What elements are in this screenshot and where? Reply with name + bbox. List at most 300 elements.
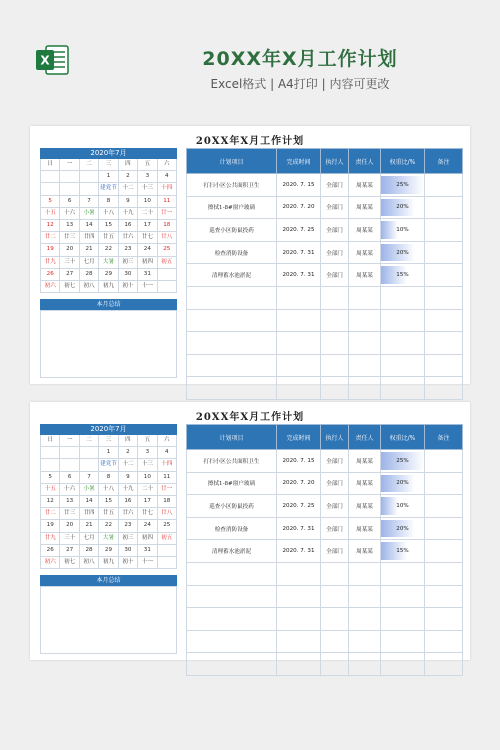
empty-cell[interactable] — [349, 562, 381, 585]
calendar-cell[interactable]: 廿二 — [41, 508, 60, 520]
calendar-weekday: 一 — [60, 435, 79, 447]
empty-cell[interactable] — [425, 286, 463, 309]
calendar-cell[interactable]: 十六 — [60, 484, 79, 496]
calendar-cell[interactable]: 十六 — [60, 208, 79, 220]
calendar-cell[interactable] — [60, 459, 79, 471]
empty-cell[interactable] — [425, 630, 463, 653]
table-row — [187, 653, 463, 676]
calendar-cell[interactable]: 十五 — [41, 208, 60, 220]
calendar-cell[interactable]: 七月 — [80, 533, 99, 545]
calendar-cell[interactable]: 11 — [158, 472, 177, 484]
empty-cell[interactable] — [277, 608, 321, 631]
date-cell[interactable]: 2020. 7. 31 — [277, 517, 321, 540]
empty-cell[interactable] — [381, 562, 425, 585]
calendar-cell[interactable]: 初四 — [138, 257, 157, 269]
calendar-cell[interactable]: 24 — [138, 244, 157, 256]
empty-cell[interactable] — [381, 608, 425, 631]
calendar-cell[interactable]: 23 — [119, 520, 138, 532]
calendar-cell[interactable]: 二十 — [138, 484, 157, 496]
calendar-cell[interactable]: 十四 — [158, 459, 177, 471]
executor-cell[interactable]: 全部门 — [321, 219, 349, 242]
calendar-cell[interactable]: 廿八 — [158, 508, 177, 520]
calendar-cell[interactable]: 27 — [60, 269, 79, 281]
weight-label: 15% — [396, 548, 409, 555]
empty-cell[interactable] — [425, 332, 463, 355]
calendar-cell[interactable]: 26 — [41, 269, 60, 281]
page-title: 20XX年X月工作计划 — [202, 48, 398, 70]
executor-cell[interactable]: 全部门 — [321, 540, 349, 563]
executor-cell[interactable]: 全部门 — [321, 450, 349, 473]
calendar-cell[interactable]: 初七 — [60, 281, 79, 293]
calendar-cell[interactable] — [41, 183, 60, 195]
empty-cell[interactable] — [381, 585, 425, 608]
calendar-cell[interactable] — [158, 269, 177, 281]
empty-cell[interactable] — [381, 354, 425, 377]
empty-cell[interactable] — [187, 309, 277, 332]
calendar-cell[interactable]: 廿五 — [99, 232, 118, 244]
empty-cell[interactable] — [425, 608, 463, 631]
task-cell[interactable]: 擦拭1-8#窗户玻璃 — [187, 472, 277, 495]
empty-cell[interactable] — [321, 608, 349, 631]
calendar-cell[interactable]: 28 — [80, 269, 99, 281]
empty-cell[interactable] — [277, 630, 321, 653]
calendar-cell[interactable]: 26 — [41, 545, 60, 557]
summary-box[interactable] — [40, 586, 177, 654]
weight-label: 15% — [396, 272, 409, 279]
calendar-cell[interactable]: 12 — [41, 496, 60, 508]
calendar-cell[interactable]: 13 — [60, 496, 79, 508]
calendar-cell[interactable]: 17 — [138, 496, 157, 508]
calendar-cell[interactable]: 22 — [99, 244, 118, 256]
empty-cell[interactable] — [187, 630, 277, 653]
calendar-cell[interactable]: 25 — [158, 244, 177, 256]
empty-cell[interactable] — [349, 286, 381, 309]
table-row — [187, 219, 463, 242]
calendar-cell[interactable]: 初九 — [99, 281, 118, 293]
calendar-weekday: 五 — [138, 159, 157, 171]
empty-cell[interactable] — [381, 630, 425, 653]
date-cell[interactable]: 2020. 7. 31 — [277, 241, 321, 264]
calendar-cell[interactable]: 2 — [119, 171, 138, 183]
calendar-cell[interactable] — [60, 447, 79, 459]
empty-cell[interactable] — [381, 653, 425, 676]
calendar-cell[interactable]: 1 — [99, 447, 118, 459]
calendar-cell[interactable]: 25 — [158, 520, 177, 532]
note-cell[interactable] — [425, 196, 463, 219]
calendar-cell[interactable]: 27 — [60, 545, 79, 557]
empty-cell[interactable] — [321, 332, 349, 355]
calendar-cell[interactable]: 4 — [158, 171, 177, 183]
calendar-cell[interactable]: 初四 — [138, 533, 157, 545]
empty-cell[interactable] — [425, 309, 463, 332]
calendar-cell[interactable]: 5 — [41, 472, 60, 484]
executor-cell[interactable]: 全部门 — [321, 495, 349, 518]
task-cell[interactable]: 清理蓄水池淤泥 — [187, 264, 277, 287]
empty-cell[interactable] — [349, 585, 381, 608]
calendar-cell[interactable] — [60, 171, 79, 183]
weight-cell[interactable] — [381, 174, 425, 197]
owner-cell[interactable]: 周某某 — [349, 241, 381, 264]
calendar-cell[interactable]: 19 — [41, 520, 60, 532]
empty-cell[interactable] — [277, 309, 321, 332]
calendar-grid — [40, 435, 177, 569]
weight-cell[interactable] — [381, 196, 425, 219]
calendar-cell[interactable] — [158, 281, 177, 293]
calendar-cell[interactable]: 七月 — [80, 257, 99, 269]
sheet-preview-1 — [30, 126, 470, 384]
calendar-cell[interactable]: 29 — [99, 269, 118, 281]
calendar-cell[interactable]: 十五 — [41, 484, 60, 496]
calendar-cell[interactable] — [60, 183, 79, 195]
calendar-cell[interactable]: 30 — [119, 269, 138, 281]
calendar-cell[interactable]: 十一 — [138, 281, 157, 293]
calendar-cell[interactable]: 小暑 — [80, 484, 99, 496]
calendar-cell[interactable]: 31 — [138, 269, 157, 281]
empty-cell[interactable] — [349, 309, 381, 332]
owner-cell[interactable]: 周某某 — [349, 540, 381, 563]
weight-cell[interactable] — [381, 241, 425, 264]
calendar-cell[interactable]: 12 — [41, 220, 60, 232]
task-cell[interactable]: 打扫小区公共面积卫生 — [187, 450, 277, 473]
note-cell[interactable] — [425, 241, 463, 264]
table-row — [187, 472, 463, 495]
calendar-cell[interactable]: 21 — [80, 520, 99, 532]
calendar-cell[interactable]: 廿七 — [138, 508, 157, 520]
empty-cell[interactable] — [277, 332, 321, 355]
date-cell[interactable]: 2020. 7. 31 — [277, 540, 321, 563]
calendar-cell[interactable]: 17 — [138, 220, 157, 232]
date-cell[interactable]: 2020. 7. 15 — [277, 450, 321, 473]
weight-cell[interactable] — [381, 472, 425, 495]
note-cell[interactable] — [425, 219, 463, 242]
date-cell[interactable]: 2020. 7. 15 — [277, 174, 321, 197]
weight-cell[interactable] — [381, 219, 425, 242]
calendar-cell[interactable]: 19 — [41, 244, 60, 256]
weight-label: 25% — [396, 457, 409, 464]
task-cell[interactable]: 擦拭1-8#窗户玻璃 — [187, 196, 277, 219]
empty-cell[interactable] — [277, 653, 321, 676]
calendar-cell[interactable]: 15 — [99, 496, 118, 508]
calendar-cell[interactable]: 3 — [138, 447, 157, 459]
calendar-cell[interactable]: 十三 — [138, 183, 157, 195]
column-header: 完成时间 — [277, 425, 321, 450]
calendar-cell[interactable]: 5 — [41, 196, 60, 208]
calendar-cell[interactable]: 十八 — [99, 208, 118, 220]
calendar-cell[interactable]: 16 — [119, 496, 138, 508]
weight-cell[interactable] — [381, 495, 425, 518]
sheet-title: 20XX年X月工作计划 — [195, 412, 305, 423]
empty-cell[interactable] — [277, 286, 321, 309]
empty-cell[interactable] — [187, 585, 277, 608]
empty-cell[interactable] — [349, 354, 381, 377]
calendar-cell[interactable]: 10 — [138, 196, 157, 208]
executor-cell[interactable]: 全部门 — [321, 241, 349, 264]
note-cell[interactable] — [425, 517, 463, 540]
calendar-cell[interactable]: 11 — [158, 196, 177, 208]
owner-cell[interactable]: 周某某 — [349, 517, 381, 540]
owner-cell[interactable]: 周某某 — [349, 264, 381, 287]
note-cell[interactable] — [425, 450, 463, 473]
empty-cell[interactable] — [349, 377, 381, 400]
calendar-cell[interactable]: 建党节 — [99, 459, 118, 471]
note-cell[interactable] — [425, 174, 463, 197]
empty-cell[interactable] — [425, 377, 463, 400]
calendar-cell[interactable]: 2 — [119, 447, 138, 459]
calendar — [40, 148, 177, 293]
calendar-cell[interactable]: 8 — [99, 472, 118, 484]
calendar-cell[interactable]: 廿一 — [158, 208, 177, 220]
calendar-cell[interactable]: 廿八 — [158, 232, 177, 244]
table-row — [187, 264, 463, 287]
calendar-cell[interactable]: 20 — [60, 520, 79, 532]
calendar-cell[interactable]: 10 — [138, 472, 157, 484]
column-header: 责任人 — [349, 149, 381, 174]
owner-cell[interactable]: 周某某 — [349, 495, 381, 518]
table-row — [187, 286, 463, 309]
weight-cell[interactable] — [381, 540, 425, 563]
calendar-cell[interactable]: 8 — [99, 196, 118, 208]
empty-cell[interactable] — [187, 653, 277, 676]
empty-cell[interactable] — [321, 562, 349, 585]
calendar-cell[interactable]: 1 — [99, 171, 118, 183]
calendar-cell[interactable] — [41, 171, 60, 183]
calendar-cell[interactable]: 初三 — [119, 257, 138, 269]
table-row — [187, 517, 463, 540]
empty-cell[interactable] — [321, 585, 349, 608]
executor-cell[interactable]: 全部门 — [321, 264, 349, 287]
calendar-cell[interactable]: 十八 — [99, 484, 118, 496]
calendar-cell[interactable]: 大暑 — [99, 533, 118, 545]
empty-cell[interactable] — [187, 286, 277, 309]
empty-cell[interactable] — [321, 653, 349, 676]
task-cell[interactable]: 检查消防设备 — [187, 241, 277, 264]
summary-box[interactable] — [40, 310, 177, 378]
empty-cell[interactable] — [381, 286, 425, 309]
empty-cell[interactable] — [349, 653, 381, 676]
note-cell[interactable] — [425, 495, 463, 518]
empty-cell[interactable] — [349, 608, 381, 631]
empty-cell[interactable] — [321, 630, 349, 653]
calendar-cell[interactable]: 廿九 — [41, 533, 60, 545]
calendar-cell[interactable]: 大暑 — [99, 257, 118, 269]
calendar-cell[interactable]: 31 — [138, 545, 157, 557]
plan-table — [186, 148, 463, 400]
calendar-weekday: 四 — [119, 435, 138, 447]
note-cell[interactable] — [425, 472, 463, 495]
calendar-cell[interactable] — [80, 447, 99, 459]
empty-cell[interactable] — [321, 286, 349, 309]
excel-icon — [34, 42, 70, 78]
calendar-cell[interactable]: 23 — [119, 244, 138, 256]
calendar-cell[interactable]: 9 — [119, 472, 138, 484]
calendar-cell[interactable] — [158, 557, 177, 569]
weight-label: 10% — [396, 226, 409, 233]
calendar-cell[interactable]: 十四 — [158, 183, 177, 195]
calendar-cell[interactable]: 初三 — [119, 533, 138, 545]
calendar-cell[interactable]: 廿四 — [80, 232, 99, 244]
calendar-cell[interactable] — [158, 545, 177, 557]
calendar-cell[interactable]: 十二 — [119, 459, 138, 471]
empty-cell[interactable] — [277, 354, 321, 377]
empty-cell[interactable] — [277, 377, 321, 400]
executor-cell[interactable]: 全部门 — [321, 472, 349, 495]
date-cell[interactable]: 2020. 7. 20 — [277, 472, 321, 495]
calendar-cell[interactable]: 廿九 — [41, 257, 60, 269]
calendar-cell[interactable]: 小暑 — [80, 208, 99, 220]
empty-cell[interactable] — [381, 309, 425, 332]
calendar-cell[interactable]: 初五 — [158, 533, 177, 545]
calendar-cell[interactable]: 廿三 — [60, 508, 79, 520]
calendar-cell[interactable]: 十一 — [138, 557, 157, 569]
weight-cell[interactable] — [381, 264, 425, 287]
empty-cell[interactable] — [381, 332, 425, 355]
calendar-cell[interactable]: 初十 — [119, 557, 138, 569]
date-cell[interactable]: 2020. 7. 20 — [277, 196, 321, 219]
calendar-weekday: 四 — [119, 159, 138, 171]
task-cell[interactable]: 巡查小区防鼠投药 — [187, 219, 277, 242]
empty-cell[interactable] — [187, 332, 277, 355]
calendar-cell[interactable]: 十二 — [119, 183, 138, 195]
task-cell[interactable]: 检查消防设备 — [187, 517, 277, 540]
calendar-cell[interactable] — [80, 459, 99, 471]
empty-cell[interactable] — [349, 332, 381, 355]
owner-cell[interactable]: 周某某 — [349, 196, 381, 219]
calendar-cell[interactable]: 廿一 — [158, 484, 177, 496]
calendar-cell[interactable]: 18 — [158, 496, 177, 508]
date-cell[interactable]: 2020. 7. 25 — [277, 219, 321, 242]
empty-cell[interactable] — [349, 630, 381, 653]
empty-cell[interactable] — [321, 354, 349, 377]
calendar-cell[interactable] — [41, 459, 60, 471]
weight-cell[interactable] — [381, 517, 425, 540]
calendar — [40, 424, 177, 569]
calendar-cell[interactable] — [41, 447, 60, 459]
calendar-cell[interactable]: 7 — [80, 472, 99, 484]
column-header: 备注 — [425, 425, 463, 450]
calendar-cell[interactable]: 廿五 — [99, 508, 118, 520]
calendar-cell[interactable]: 13 — [60, 220, 79, 232]
calendar-cell[interactable]: 22 — [99, 520, 118, 532]
calendar-cell[interactable]: 廿四 — [80, 508, 99, 520]
calendar-cell[interactable]: 初九 — [99, 557, 118, 569]
calendar-cell[interactable]: 4 — [158, 447, 177, 459]
calendar-cell[interactable] — [80, 183, 99, 195]
note-cell[interactable] — [425, 540, 463, 563]
calendar-cell[interactable]: 初五 — [158, 257, 177, 269]
calendar-cell[interactable]: 初八 — [80, 557, 99, 569]
empty-cell[interactable] — [425, 562, 463, 585]
weight-cell[interactable] — [381, 450, 425, 473]
calendar-cell[interactable]: 30 — [119, 545, 138, 557]
calendar-cell[interactable]: 初八 — [80, 281, 99, 293]
owner-cell[interactable]: 周某某 — [349, 219, 381, 242]
calendar-cell[interactable]: 三十 — [60, 533, 79, 545]
calendar-cell[interactable]: 初十 — [119, 281, 138, 293]
calendar-cell[interactable]: 初六 — [41, 281, 60, 293]
empty-cell[interactable] — [425, 585, 463, 608]
owner-cell[interactable]: 周某某 — [349, 174, 381, 197]
calendar-cell[interactable]: 十九 — [119, 208, 138, 220]
empty-cell[interactable] — [277, 562, 321, 585]
calendar-cell[interactable] — [80, 171, 99, 183]
calendar-cell[interactable]: 三十 — [60, 257, 79, 269]
calendar-cell[interactable]: 廿三 — [60, 232, 79, 244]
calendar-cell[interactable]: 廿六 — [119, 232, 138, 244]
calendar-cell[interactable]: 29 — [99, 545, 118, 557]
calendar-cell[interactable]: 7 — [80, 196, 99, 208]
owner-cell[interactable]: 周某某 — [349, 472, 381, 495]
column-header: 计划项目 — [187, 149, 277, 174]
calendar-cell[interactable]: 十三 — [138, 459, 157, 471]
calendar-cell[interactable]: 21 — [80, 244, 99, 256]
calendar-cell[interactable]: 廿七 — [138, 232, 157, 244]
plan-table — [186, 424, 463, 676]
executor-cell[interactable]: 全部门 — [321, 517, 349, 540]
empty-cell[interactable] — [381, 377, 425, 400]
calendar-cell[interactable]: 3 — [138, 171, 157, 183]
empty-cell[interactable] — [187, 354, 277, 377]
calendar-cell[interactable]: 20 — [60, 244, 79, 256]
calendar-cell[interactable]: 18 — [158, 220, 177, 232]
owner-cell[interactable]: 周某某 — [349, 450, 381, 473]
calendar-cell[interactable]: 十九 — [119, 484, 138, 496]
calendar-weekday: 六 — [158, 435, 177, 447]
calendar-cell[interactable]: 16 — [119, 220, 138, 232]
empty-cell[interactable] — [277, 585, 321, 608]
weight-label: 20% — [396, 525, 409, 532]
date-cell[interactable]: 2020. 7. 25 — [277, 495, 321, 518]
empty-cell[interactable] — [187, 377, 277, 400]
calendar-cell[interactable]: 24 — [138, 520, 157, 532]
calendar-cell[interactable]: 廿二 — [41, 232, 60, 244]
calendar-weekday: 五 — [138, 435, 157, 447]
calendar-cell[interactable]: 初六 — [41, 557, 60, 569]
sheet-preview-2 — [30, 402, 470, 660]
task-cell[interactable]: 清理蓄水池淤泥 — [187, 540, 277, 563]
task-cell[interactable]: 打扫小区公共面积卫生 — [187, 174, 277, 197]
calendar-cell[interactable]: 二十 — [138, 208, 157, 220]
task-cell[interactable]: 巡查小区防鼠投药 — [187, 495, 277, 518]
calendar-cell[interactable]: 初七 — [60, 557, 79, 569]
table-row — [187, 196, 463, 219]
empty-cell[interactable] — [187, 562, 277, 585]
empty-cell[interactable] — [321, 309, 349, 332]
page-subtitle: Excel格式 | A4打印 | 内容可更改 — [210, 77, 390, 91]
calendar-month: 2020年7月 — [40, 424, 177, 435]
date-cell[interactable]: 2020. 7. 31 — [277, 264, 321, 287]
column-header: 责任人 — [349, 425, 381, 450]
calendar-cell[interactable]: 建党节 — [99, 183, 118, 195]
empty-cell[interactable] — [425, 354, 463, 377]
executor-cell[interactable]: 全部门 — [321, 196, 349, 219]
note-cell[interactable] — [425, 264, 463, 287]
empty-cell[interactable] — [187, 608, 277, 631]
empty-cell[interactable] — [425, 653, 463, 676]
calendar-cell[interactable]: 28 — [80, 545, 99, 557]
calendar-cell[interactable]: 14 — [80, 220, 99, 232]
table-row — [187, 241, 463, 264]
column-header: 权重比/% — [381, 149, 425, 174]
calendar-cell[interactable]: 廿六 — [119, 508, 138, 520]
calendar-cell[interactable]: 6 — [60, 196, 79, 208]
calendar-cell[interactable]: 9 — [119, 196, 138, 208]
calendar-cell[interactable]: 14 — [80, 496, 99, 508]
calendar-cell[interactable]: 6 — [60, 472, 79, 484]
empty-cell[interactable] — [321, 377, 349, 400]
table-row — [187, 309, 463, 332]
calendar-cell[interactable]: 15 — [99, 220, 118, 232]
executor-cell[interactable]: 全部门 — [321, 174, 349, 197]
